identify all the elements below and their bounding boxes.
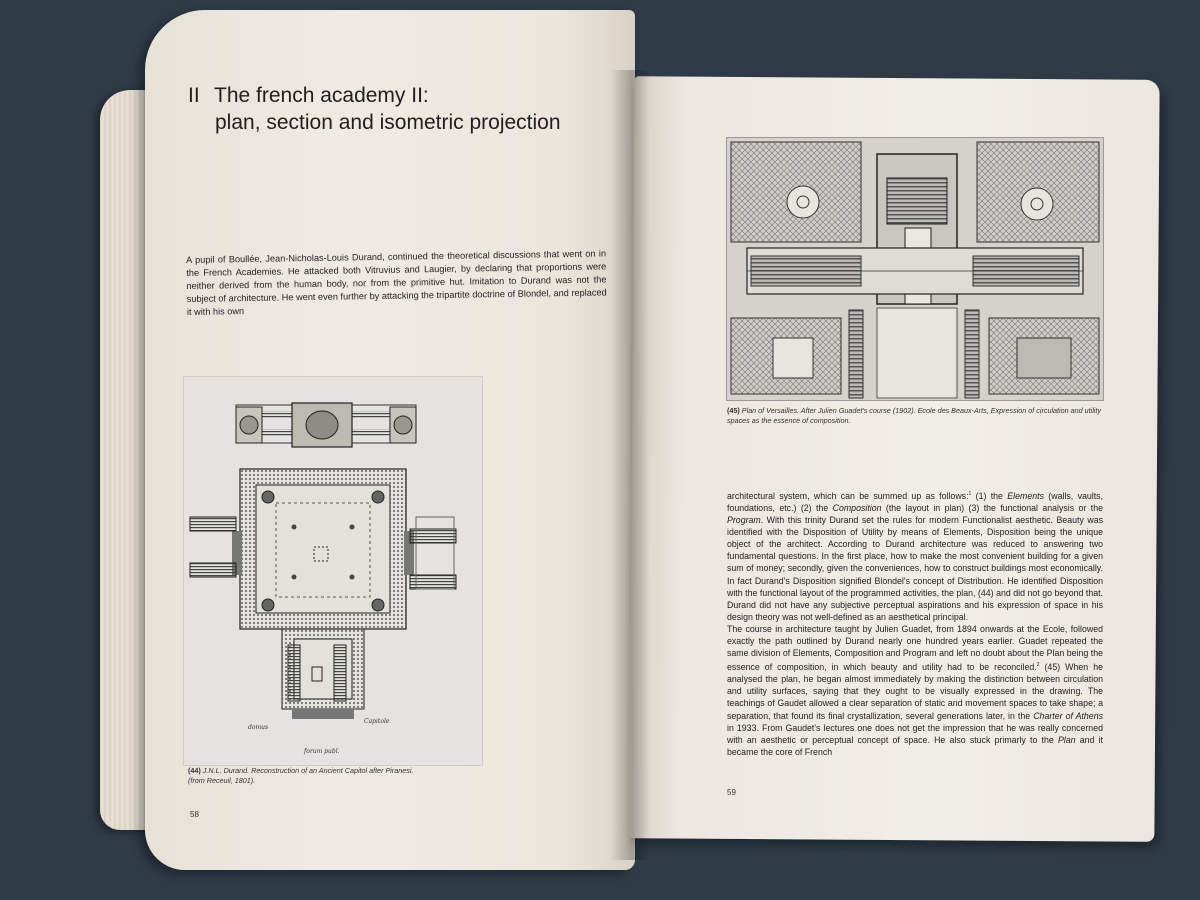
paragraph-1 xyxy=(727,488,1103,623)
figure-44-caption xyxy=(188,766,488,785)
p2-text-a: The course in architecture taught by Julien Guadet, from 1894 onwards at the Ecole, followed exactly the path outlined by Durand nearly one hundred years earlier. Guadet repeated the same division of Elements, Composition and Program and left no doubt about the Plan being the essence of composition, in which beauty and utility had to be reconciled. xyxy=(727,623,1103,673)
figure-44-number: (44) xyxy=(188,766,201,775)
figure-44-capitol-plan xyxy=(183,376,483,766)
p2-text-d: and it became the core of French xyxy=(727,734,1103,757)
figure-44-caption-source: (from Receuil, 1801). xyxy=(188,775,256,785)
p1-text-e: . With this trinity Durand set the rules for modern Functionalist aesthetic. Beauty was identified with the Disposition of Utility by means of Elements, Disposition being the unique object of the architect. According to Durand architecture was reduced to answering two fundamental questions. In the first place, how to make the most convenient building for a given sum of money; secondly, given the conveniences, how to construct buildings most economically. In fact Durand's Disposition signified Blondel's concept of Distribution. He identified Disposition with the functional layout of the programmed activities, the plan, (44) and did not go beyond that. Durand did not have any subjective perceptual aspirations and his expression of space in his design theory was not well-defined as an aesthetical principal. xyxy=(727,515,1103,622)
term-elements: Elements xyxy=(1007,490,1044,501)
footnote-ref-1: 1 xyxy=(968,491,972,497)
p1-text-d: (the layout in plan) (3) the functional analysis or the xyxy=(881,503,1103,514)
p1-text-b: (1) the xyxy=(971,490,1008,501)
figure-45-number: (45) xyxy=(727,406,740,415)
term-composition: Composition xyxy=(832,503,882,514)
figure-45-caption-text: Plan of Versailles. After Julien Guadet's course (1902). Ecole des Beaux-Arts, Expression of circulation and utility spaces as the essence of composition. xyxy=(727,406,1101,425)
label-capitole: Capitole xyxy=(364,718,390,725)
label-domus: domus xyxy=(248,724,269,731)
page-number-right: 59 xyxy=(727,788,736,797)
figure-45-caption xyxy=(727,406,1107,425)
chapter-title xyxy=(188,82,608,136)
capitol-plan-drawing xyxy=(184,377,482,765)
versailles-plan-drawing xyxy=(727,138,1103,400)
p2-text-b: (45) When he analysed the plan, he began almost immediately by making the distinction between circulation and utility surfaces, saying that they ought to be visually expressed in the drawing. The teachings of Gaudet allowed a clear separation of static and movement spaces to take shape; a separation, that found its final crystallization, several generations later, in the xyxy=(727,662,1103,721)
footnote-ref-2: 2 xyxy=(1036,662,1040,669)
p1-text-c: (walls, vaults, foundations, etc.) (2) the xyxy=(727,490,1103,514)
label-forum: forum publ. xyxy=(304,748,340,755)
book-spine-shadow xyxy=(610,70,650,860)
p1-text-a: architectural system, which can be summed up as follows: xyxy=(727,490,969,501)
chapter-title-line1: The french academy II: xyxy=(214,84,429,107)
chapter-title-line2: plan, section and isometric projection xyxy=(215,111,561,134)
figure-45-versailles-plan xyxy=(726,137,1104,401)
p2-text-c: in 1933. From Gaudet's lectures one does not get the impression that he was really concerned with an aesthetic or perceptual concept of space. He also stuck primarly to the xyxy=(727,722,1103,745)
figure-44-caption-text: J.N.L. Durand. Reconstruction of an Ancient Capitol after Piranesi. xyxy=(202,766,414,775)
paragraph-2 xyxy=(727,623,1103,758)
right-page-body xyxy=(727,488,1103,758)
page-number-left: 58 xyxy=(190,810,199,819)
term-charter-of-athens: Charter of Athens xyxy=(1033,710,1103,721)
chapter-number: II xyxy=(188,84,200,107)
term-program: Program xyxy=(727,515,761,526)
intro-paragraph: A pupil of Boullée, Jean-Nicholas-Louis Durand, continued the theoretical discussions that went on in the French Academies. He attacked both Vitruvius and Laugier, by declaring that proportions were neither derived from the human body, nor from the primitive hut. Imitation to Durand was not the subject of architecture. He went even further by attacking the tripartite doctrine of Blondel, and replaced it with his own xyxy=(186,248,607,317)
term-plan: Plan xyxy=(1057,734,1076,745)
